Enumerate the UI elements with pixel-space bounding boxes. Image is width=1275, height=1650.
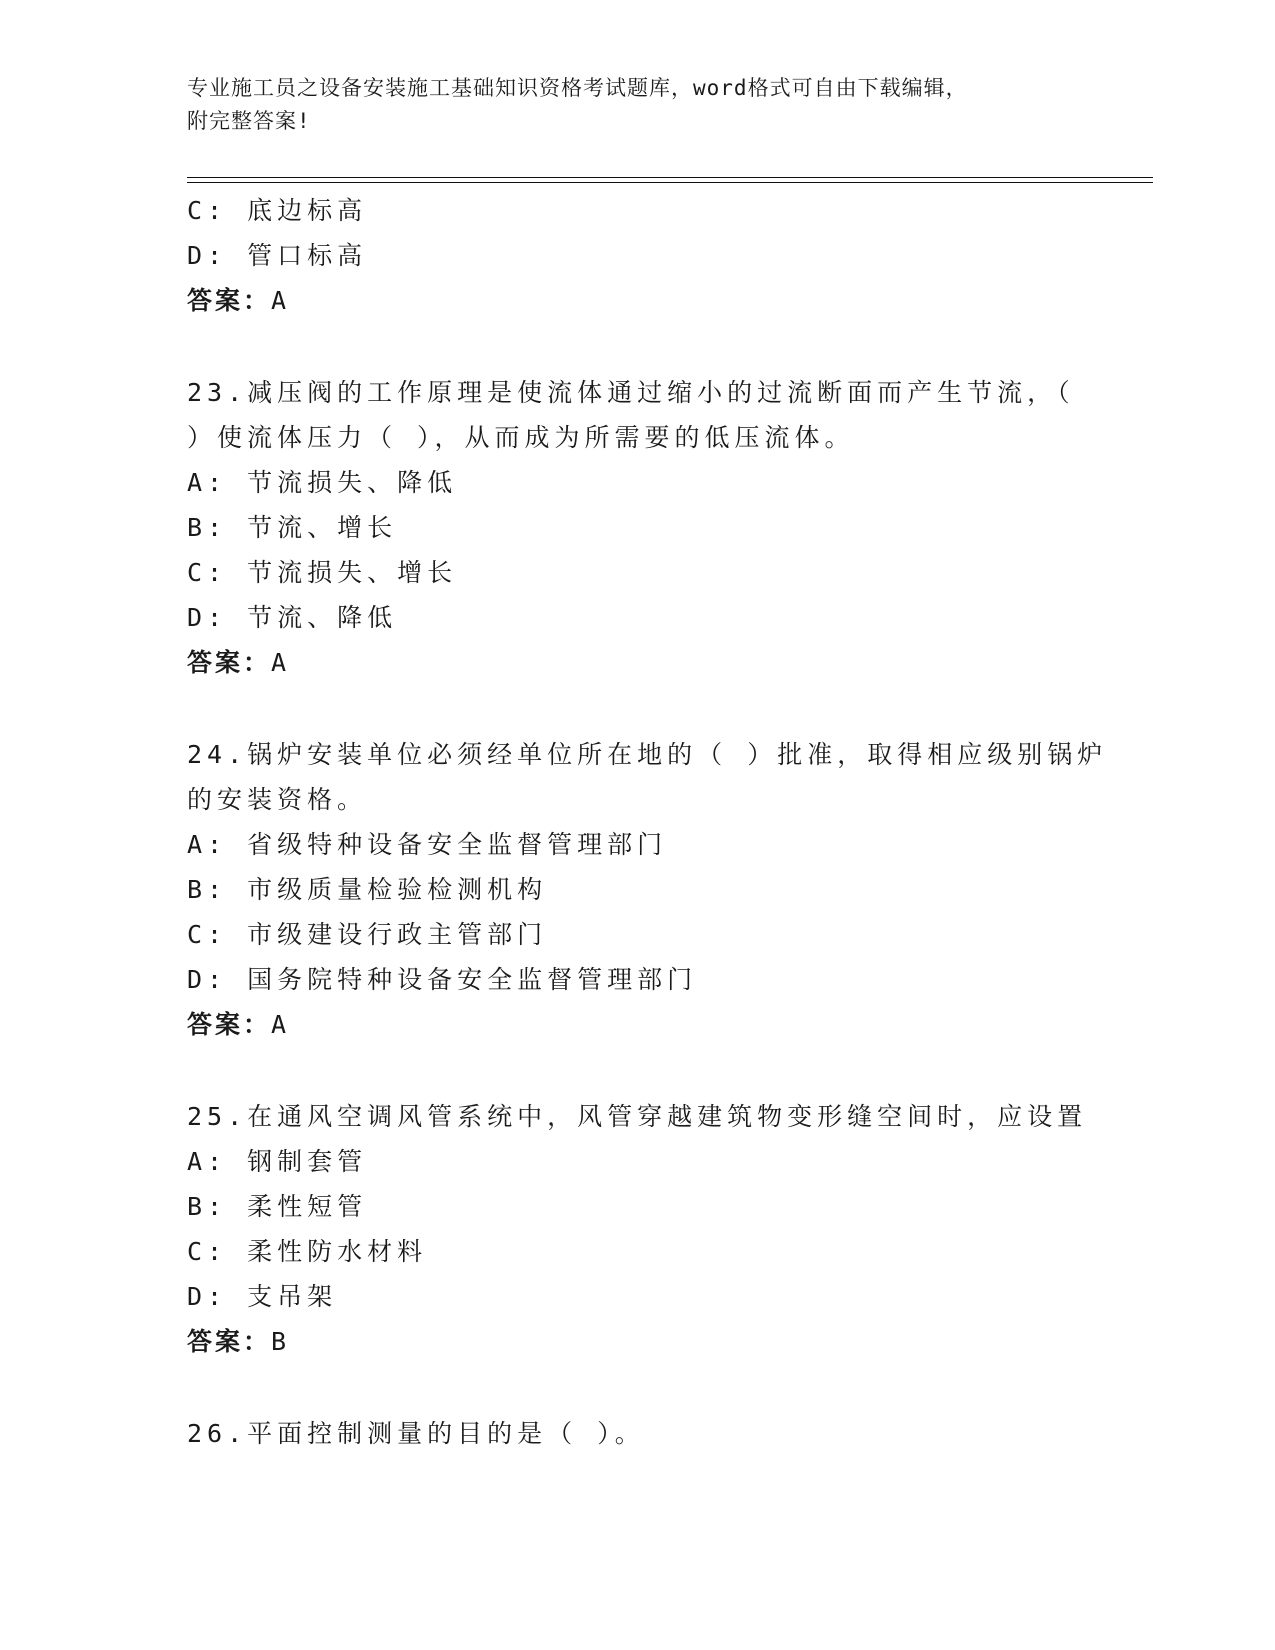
option-b: B: 节流、增长: [187, 513, 398, 542]
option-a: A: 节流损失、降低: [187, 468, 458, 497]
document-header: [187, 72, 1087, 138]
question-stem-line: 26.平面控制测量的目的是（ ）。: [187, 1419, 645, 1448]
option-a: A: 钢制套管: [187, 1147, 368, 1176]
answer-label: 答案：: [187, 1327, 272, 1356]
question-stem-line: 25.在通风空调风管系统中，风管穿越建筑物变形缝空间时，应设置: [187, 1102, 1088, 1131]
header-line-1: 专业施工员之设备安装施工基础知识资格考试题库，word格式可自由下载编辑，: [187, 76, 968, 100]
option-d: D: 支吊架: [187, 1282, 338, 1311]
option-d: D: 管口标高: [187, 241, 368, 270]
option-c: C: 底边标高: [187, 196, 368, 225]
header-line-2: 附完整答案!: [187, 109, 311, 133]
answer-label: 答案：: [187, 286, 272, 315]
option-b: B: 市级质量检验检测机构: [187, 875, 548, 904]
answer-value: B: [271, 1327, 290, 1356]
answer-value: A: [271, 286, 290, 315]
question-25: [187, 1094, 1087, 1364]
question-24: [187, 732, 1108, 1047]
answer-value: A: [271, 648, 290, 677]
option-c: C: 市级建设行政主管部门: [187, 920, 548, 949]
answer-label: 答案：: [187, 1010, 272, 1039]
option-b: B: 柔性短管: [187, 1192, 368, 1221]
option-d: D: 节流、降低: [187, 603, 398, 632]
question-stem-line: 的安装资格。: [187, 785, 368, 814]
question-stem-line: ）使流体压力（ ），从而成为所需要的低压流体。: [187, 423, 855, 452]
answer-label: 答案：: [187, 648, 272, 677]
option-d: D: 国务院特种设备安全监督管理部门: [187, 965, 698, 994]
option-c: C: 节流损失、增长: [187, 558, 458, 587]
question-26: [187, 1411, 1087, 1456]
header-divider-top: [187, 177, 1153, 178]
header-divider-bottom: [187, 182, 1153, 183]
question-stem-line: 24.锅炉安装单位必须经单位所在地的（ ）批准，取得相应级别锅炉: [187, 740, 1108, 769]
answer-line: [187, 278, 1087, 323]
question-22-fragment: [187, 188, 1087, 323]
question-23: [187, 370, 1087, 685]
question-list: [187, 188, 1108, 1456]
answer-line: [187, 1319, 1087, 1364]
answer-line: [187, 1002, 1087, 1047]
answer-line: [187, 640, 1087, 685]
option-a: A: 省级特种设备安全监督管理部门: [187, 830, 668, 859]
question-stem-line: 23.减压阀的工作原理是使流体通过缩小的过流断面而产生节流，（: [187, 378, 1075, 407]
answer-value: A: [271, 1010, 290, 1039]
option-c: C: 柔性防水材料: [187, 1237, 428, 1266]
